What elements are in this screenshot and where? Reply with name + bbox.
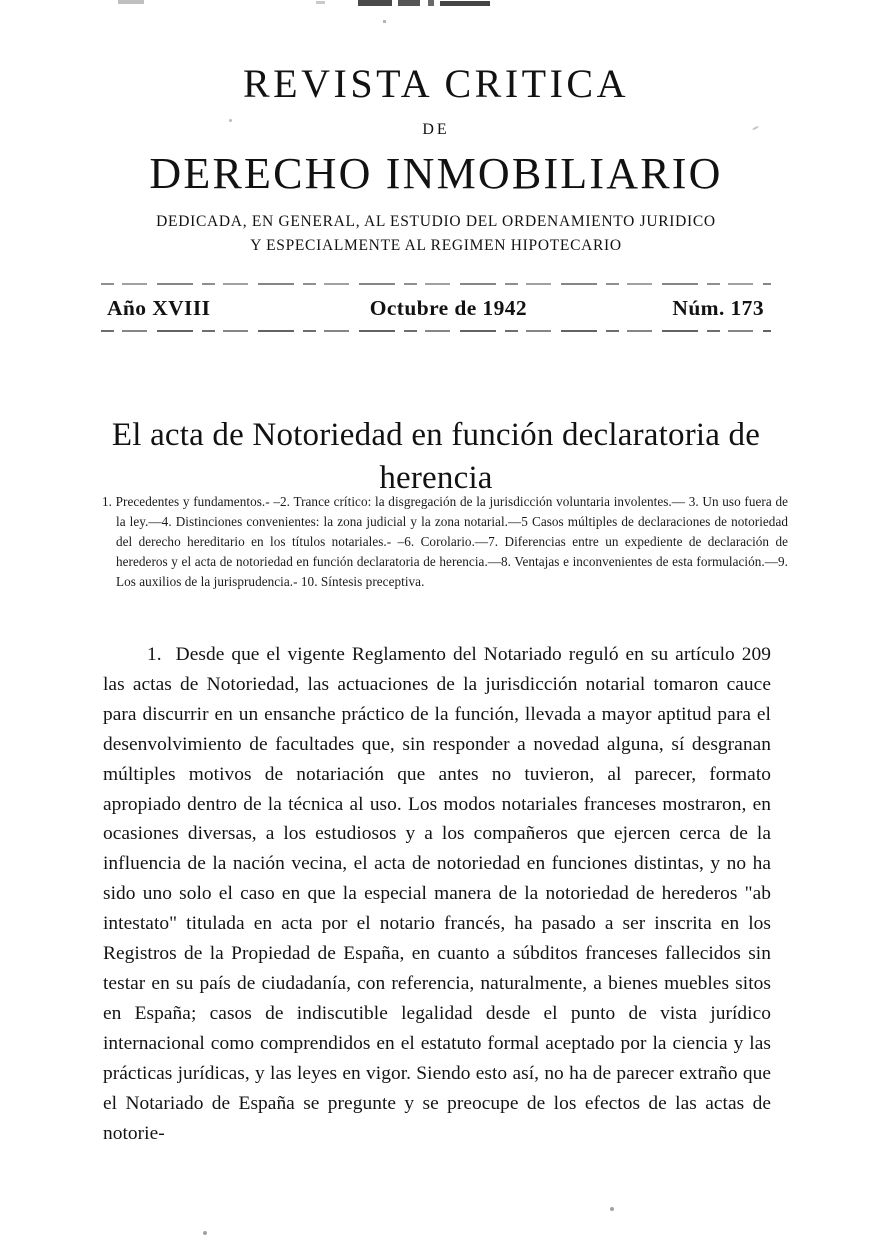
- scan-artifact-mark: [358, 0, 392, 6]
- issue-year: Año XVIII: [107, 296, 211, 320]
- issue-number: Núm. 173: [672, 296, 764, 320]
- paragraph-number: 1.: [147, 644, 162, 665]
- issue-information-block: [101, 283, 771, 332]
- article-title: El acta de Notoriedad en función declaratoria de herencia: [111, 417, 761, 496]
- issue-line: [101, 285, 771, 330]
- journal-title: REVISTA CRITICA: [243, 61, 629, 106]
- page-speckle: [229, 119, 232, 122]
- page-speckle: [610, 1207, 614, 1211]
- journal-subtitle: DERECHO INMOBILIARIO: [149, 149, 723, 198]
- issue-date: Octubre de 1942: [369, 296, 528, 320]
- scan-artifact-mark: [316, 1, 325, 4]
- scan-artifact-mark: [428, 0, 434, 6]
- article-body: [103, 640, 771, 1148]
- scan-artifact-mark: [440, 1, 490, 6]
- scan-artifact-mark: [118, 0, 144, 4]
- scan-artifact-group: [0, 0, 872, 22]
- journal-masthead: [0, 61, 872, 258]
- horizontal-rule-bottom: [101, 330, 771, 332]
- page-speckle: [203, 1231, 207, 1235]
- article-summary: 1. Precedentes y fundamentos.- –2. Trance crítico: la disgregación de la jurisdicción voluntaria involentes.— 3. Un uso fuera de la ley.—4. Distinciones convenientes: la zona judicial y la zona notarial.—5 Casos múltiples de declaraciones de notoriedad del derecho hereditario en los títulos notariales.- –6. Corolario.—7. Diferencias entre un expediente de declaración de herederos y el acta de notoriedad en función declaratoria de herencia.—8. Ventajas e inconvenientes de esta formulación.—9. Los auxilios de la jurisprudencia.- 10. Síntesis preceptiva.: [102, 494, 788, 590]
- journal-strapline-line-1: DEDICADA, EN GENERAL, AL ESTUDIO DEL ORDENAMIENTO JURIDICO: [156, 212, 716, 230]
- journal-title-connector: DE: [422, 121, 450, 138]
- horizontal-rule-top: [101, 283, 771, 285]
- scan-artifact-mark: [398, 0, 420, 6]
- paragraph-text: Desde que el vigente Reglamento del Notariado reguló en su artículo 209 las actas de Notoriedad, las actuaciones de la jurisdicción notarial tomaron cauce para discurrir en un ensanche práctico de la función, llevada a mayor aptitud para el desenvolvimiento de facultades que, sin responder a novedad alguna, sí desgranan múltiples motivos de notariación que antes no tuvieron, al parecer, formato apropiado dentro de la técnica al uso. Los modos notariales franceses mostraron, en ocasiones diversas, a los estudiosos y a los compañeros que ejercen cerca de la influencia de la nación vecina, el acta de notoriedad en funciones distintas, y no ha sido uno solo el caso en que la especial manera de la notoriedad de herederos "ab intestato" titulada en acta por el notario francés, ha pasado a ser inscrita en los Registros de la Propiedad de España, en cuanto a súbditos franceses fallecidos sin testar en su país de ciudadanía, con referencia, naturalmente, a bienes muebles sitos en España; casos de indiscutible legalidad desde el punto de vista jurídico internacional como comprendidos en el estatuto formal aceptado por la ciencia y las prácticas jurídicas, y las leyes en vigor. Siendo esto así, no ha de parecer extraño que el Notariado de España se pregunte y se preocupe de los efectos de las actas de notorie-: [103, 644, 771, 1144]
- journal-strapline-line-2: Y ESPECIALMENTE AL REGIMEN HIPOTECARIO: [250, 237, 622, 255]
- scan-artifact-mark: [383, 20, 386, 23]
